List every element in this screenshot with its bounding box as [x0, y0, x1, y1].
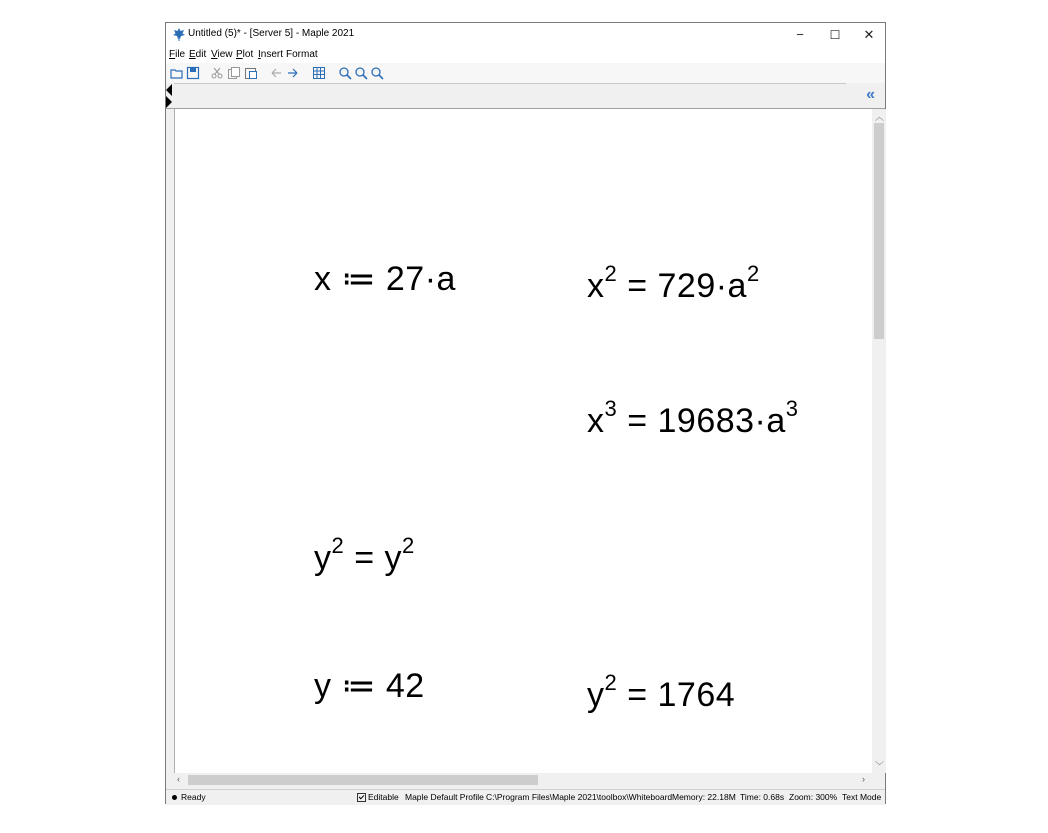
status-mode: Text Mode [842, 792, 882, 802]
menu-format[interactable]: Format [286, 49, 318, 60]
status-time: Time: 0.68s [740, 792, 785, 802]
status-profile: Maple Default Profile [405, 792, 484, 802]
close-button[interactable]: ✕ [863, 27, 875, 42]
checkbox-icon[interactable] [357, 793, 366, 802]
minimize-button[interactable]: − [796, 27, 804, 42]
title-bar[interactable] [166, 23, 885, 47]
vertical-scroll-thumb[interactable] [874, 123, 884, 339]
menu-insert[interactable]: Insert [258, 49, 284, 60]
menu-view[interactable]: View [211, 49, 233, 60]
maximize-button[interactable]: ☐ [829, 28, 841, 42]
undo-icon[interactable] [269, 66, 283, 80]
menu-bar [166, 47, 885, 63]
status-memory: Memory: 22.18M [672, 792, 736, 802]
status-zoom: Zoom: 300% [789, 792, 838, 802]
table-icon[interactable] [312, 66, 326, 80]
math-expression[interactable]: $x^3 = 19683\cdot a^3$ [587, 396, 799, 440]
menu-plot[interactable]: Plot [236, 49, 254, 60]
vertical-scrollbar[interactable] [872, 109, 886, 773]
horizontal-scroll-thumb[interactable] [188, 775, 538, 785]
open-icon[interactable] [170, 66, 184, 80]
save-icon[interactable] [186, 66, 200, 80]
math-expression[interactable]: x ≔ 27·a [314, 260, 456, 298]
menu-file[interactable]: File [169, 49, 186, 60]
zoom-reset-icon[interactable] [370, 66, 384, 80]
scroll-down-arrow-icon[interactable]: ﹀ [875, 761, 885, 771]
math-expression[interactable]: $y^2 = y^2$ [314, 533, 415, 577]
scroll-up-arrow-icon[interactable]: ︿ [875, 112, 885, 122]
scroll-right-arrow-icon[interactable]: › [862, 774, 865, 784]
editable-toggle[interactable]: Editable [357, 792, 399, 802]
status-dot-icon [172, 795, 177, 800]
math-expression[interactable]: y ≔ 42 [314, 667, 425, 705]
status-ready: Ready [172, 792, 206, 802]
status-path: C:\Program Files\Maple 2021\toolbox\Whiteboard [486, 792, 673, 802]
zoom-in-icon[interactable] [338, 66, 352, 80]
zoom-out-icon[interactable] [354, 66, 368, 80]
copy-icon[interactable] [227, 66, 241, 80]
window-title: Untitled (5)* - [Server 5] - Maple 2021 [188, 28, 355, 39]
toolbar [166, 63, 885, 83]
scroll-left-arrow-icon[interactable]: ‹ [177, 774, 180, 784]
math-expression[interactable]: $y^2 = 1764$ [587, 670, 736, 714]
paste-icon[interactable] [244, 66, 258, 80]
context-bar [166, 84, 885, 109]
status-bar [166, 789, 885, 805]
maple-window [165, 22, 886, 804]
expand-left-marker-icon[interactable] [166, 84, 172, 96]
maple-leaf-icon [172, 27, 186, 41]
expand-right-marker-icon[interactable] [166, 96, 172, 108]
collapse-palettes-button[interactable]: « [866, 86, 875, 103]
redo-icon[interactable] [286, 66, 300, 80]
menu-edit[interactable]: Edit [189, 49, 207, 60]
math-expression[interactable]: $x^2 = 729\cdot a^2$ [587, 261, 760, 305]
cut-icon[interactable] [210, 66, 224, 80]
horizontal-scrollbar[interactable] [174, 773, 872, 787]
worksheet-document[interactable] [174, 109, 873, 773]
